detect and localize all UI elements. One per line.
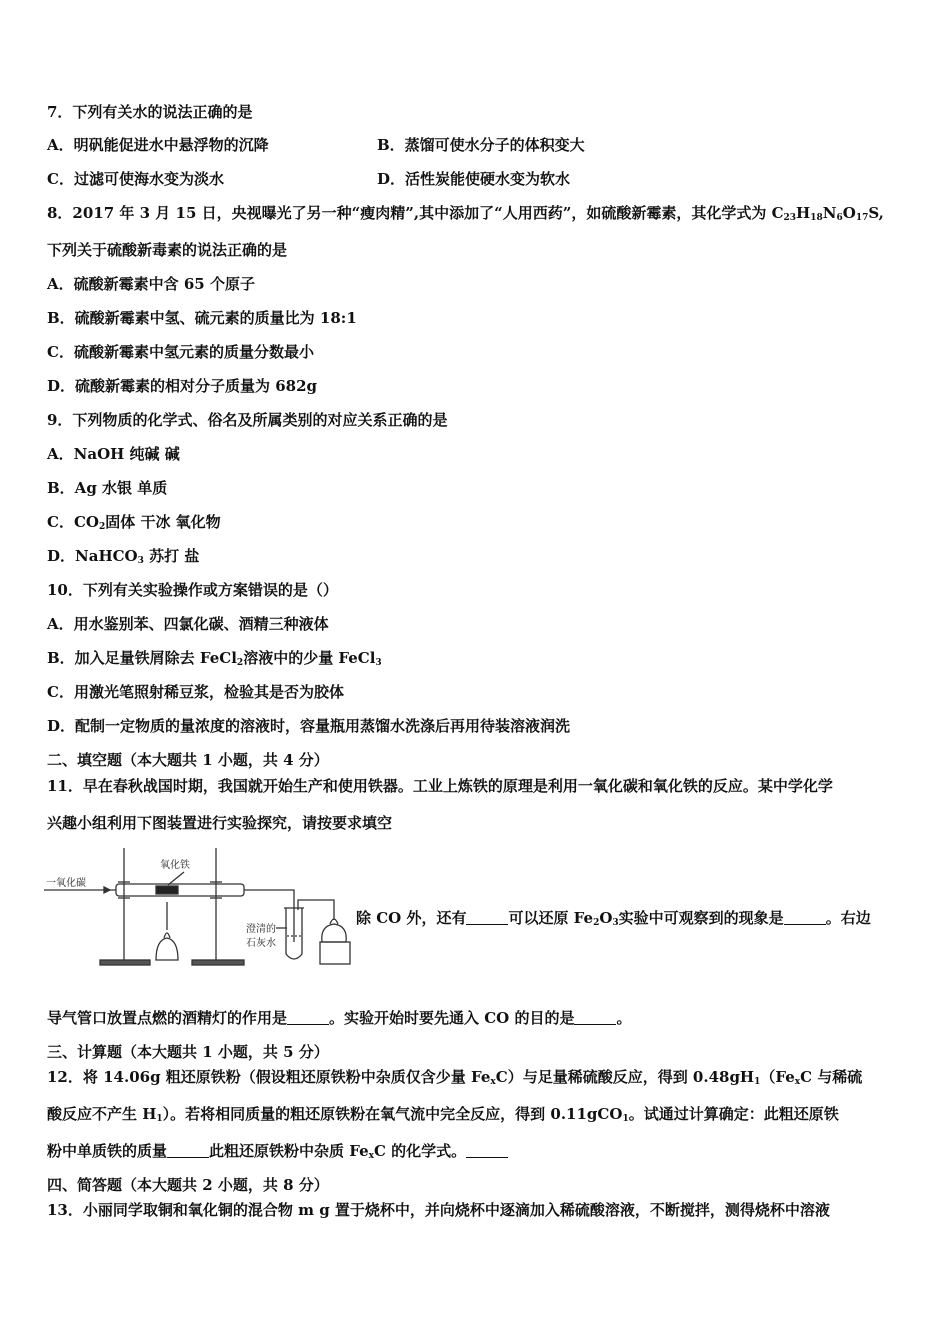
- q9-option-b: B．Ag 水银 单质: [47, 479, 168, 497]
- q11-line-2: 兴趣小组利用下图装置进行实验探究，请按要求填空: [47, 814, 393, 832]
- label-co: 一氧化碳: [46, 878, 86, 889]
- section-4-heading: 四、简答题（本大题共 2 小题，共 8 分）: [47, 1176, 329, 1194]
- q8-option-d: D．硫酸新霉素的相对分子质量为 682g: [47, 377, 318, 395]
- q11-line-1: 11．早在春秋战国时期，我国就开始生产和使用铁器。工业上炼铁的原理是利用一氧化碳和氧化铁的反应。某中学化学: [47, 777, 833, 795]
- q10-option-d: D．配制一定物质的量浓度的溶液时，容量瓶用蒸馏水洗涤后再用待装溶液润洗: [47, 717, 571, 735]
- answer-blank[interactable]: [466, 1143, 508, 1158]
- q8-option-b: B．硫酸新霉素中氢、硫元素的质量比为 18:1: [47, 309, 357, 327]
- apparatus-diagram: [44, 842, 354, 970]
- q10-option-c: C．用激光笔照射稀豆浆，检验其是否为胶体: [47, 683, 344, 701]
- q7-stem: 7．下列有关水的说法正确的是: [47, 103, 253, 121]
- q12-line-3: 粉中单质铁的质量 此粗还原铁粉中杂质 $Fe_xC$ 的化学式。: [47, 1141, 508, 1161]
- q9-option-a: A．NaOH 纯碱 碱: [47, 445, 180, 463]
- q8-stem-2: 下列关于硫酸新毒素的说法正确的是: [47, 241, 288, 259]
- q9-option-c: C．$CO_2$固体 干冰 氧化物: [47, 513, 221, 532]
- q10-option-b: B．加入足量铁屑除去 FeCl$_2$溶液中的少量 FeCl$_3$: [47, 649, 382, 668]
- q11-side-text: 除 CO 外，还有 可以还原 $Fe_2O_3$实验中可观察到的现象是 。右边: [356, 909, 871, 928]
- q8-option-a: A．硫酸新霉素中含 65 个原子: [47, 275, 255, 293]
- q7-option-b: B．蒸馏可使水分子的体积变大: [377, 136, 585, 154]
- answer-blank[interactable]: [287, 1010, 329, 1025]
- q9-stem: 9．下列物质的化学式、俗名及所属类别的对应关系正确的是: [47, 411, 448, 429]
- answer-blank[interactable]: [784, 910, 826, 925]
- answer-blank[interactable]: [167, 1143, 209, 1158]
- answer-blank[interactable]: [466, 910, 508, 925]
- q10-option-a: A．用水鉴别苯、四氯化碳、酒精三种液体: [47, 615, 329, 633]
- q7-option-a: A．明矾能促进水中悬浮物的沉降: [47, 136, 269, 154]
- q13-line-1: 13．小丽同学取铜和氧化铜的混合物 m g 置于烧杯中，并向烧杯中逐滴加入稀硫酸溶液，不断搅拌，测得烧杯中溶液: [47, 1201, 830, 1219]
- answer-blank[interactable]: [574, 1010, 616, 1025]
- q10-stem: 10．下列有关实验操作或方案错误的是（）: [47, 581, 338, 599]
- q8-stem: 8．2017 年 3 月 15 日，央视曝光了另一种“瘦肉精”,其中添加了“人用西药”，如硫酸新霉素，其化学式为 $C_{23}H_{18}N_6O_{17}S$,: [47, 204, 884, 223]
- q12-line-2: 酸反应不产生 $H_1$）。若将相同质量的粗还原铁粉在氧气流中完全反应，得到 0.11gCO$_1$。试通过计算确定：此粗还原铁: [47, 1105, 839, 1124]
- q8-option-c: C．硫酸新霉素中氢元素的质量分数最小: [47, 343, 314, 361]
- q7-option-c: C．过滤可使海水变为淡水: [47, 170, 224, 188]
- section-3-heading: 三、计算题（本大题共 1 小题，共 5 分）: [47, 1043, 329, 1061]
- q12-line-1: 12．将 14.06g 粗还原铁粉（假设粗还原铁粉中杂质仅含少量 $Fe_xC$）与足量稀硫酸反应，得到 $0.48gH_1(Fe_xC$ 与稀硫: [47, 1068, 863, 1087]
- q11-line-4: 导气管口放置点燃的酒精灯的作用是 。实验开始时要先通入 CO 的目的是 。: [47, 1009, 632, 1027]
- label-limewater-1: 澄清的: [246, 924, 276, 935]
- q7-option-d: D．活性炭能使硬水变为软水: [377, 170, 571, 188]
- q9-option-d: D．NaHCO$_3$ 苏打 盐: [47, 547, 200, 566]
- section-2-heading: 二、填空题（本大题共 1 小题，共 4 分）: [47, 751, 329, 769]
- label-iron-oxide: 氧化铁: [160, 860, 190, 871]
- label-limewater-2: 石灰水: [246, 938, 276, 949]
